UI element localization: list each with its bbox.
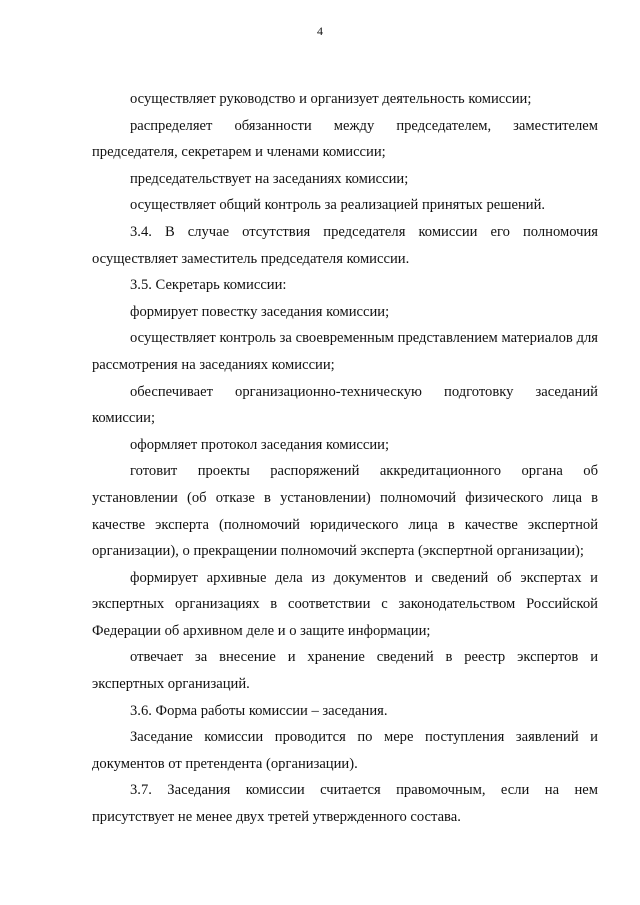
- document-body: [92, 86, 598, 831]
- paragraph: осуществляет общий контроль за реализацией принятых решений.: [130, 197, 546, 214]
- paragraph: формирует повестку заседания комиссии;: [130, 303, 390, 320]
- paragraph: осуществляет руководство и организует деятельность комиссии;: [130, 91, 532, 107]
- paragraph: 3.6. Форма работы комиссии – заседания.: [130, 702, 388, 719]
- paragraph: распределяет обязанности между председателем, заместителем председателя, секретарем и членами комиссии;: [92, 117, 598, 161]
- paragraph: отвечает за внесение и хранение сведений в реестр экспертов и экспертных организаций.: [92, 649, 598, 693]
- paragraph: 3.7. Заседания комиссии считается правомочным, если на нем присутствует не менее двух третей утвержденного состава.: [92, 782, 598, 826]
- paragraph: оформляет протокол заседания комиссии;: [130, 436, 390, 453]
- paragraph: обеспечивает организационно-техническую подготовку заседаний комиссии;: [92, 383, 598, 427]
- paragraph: готовит проекты распоряжений аккредитационного органа об установлении (об отказе в установлении) полномочий физического лица в качестве эксперта (полномочий юридического лица в качестве экспертной организации), о прекращении полномочий эксперта (экспертной организации);: [92, 463, 598, 560]
- paragraph: председательствует на заседаниях комиссии;: [130, 170, 409, 187]
- paragraph: Заседание комиссии проводится по мере поступления заявлений и документов от претендента (организации).: [92, 729, 598, 772]
- page-number: 4: [317, 24, 323, 38]
- paragraph: осуществляет контроль за своевременным представлением материалов для рассмотрения на заседаниях комиссии;: [92, 330, 598, 373]
- paragraph: формирует архивные дела из документов и сведений об экспертах и экспертных организациях в соответствии с законодательством Российской Федерации об архивном деле и о защите информации;: [92, 569, 598, 639]
- paragraph: 3.4. В случае отсутствия председателя комиссии его полномочия осуществляет заместитель председателя комиссии.: [92, 223, 598, 267]
- paragraph: 3.5. Секретарь комиссии:: [130, 277, 287, 294]
